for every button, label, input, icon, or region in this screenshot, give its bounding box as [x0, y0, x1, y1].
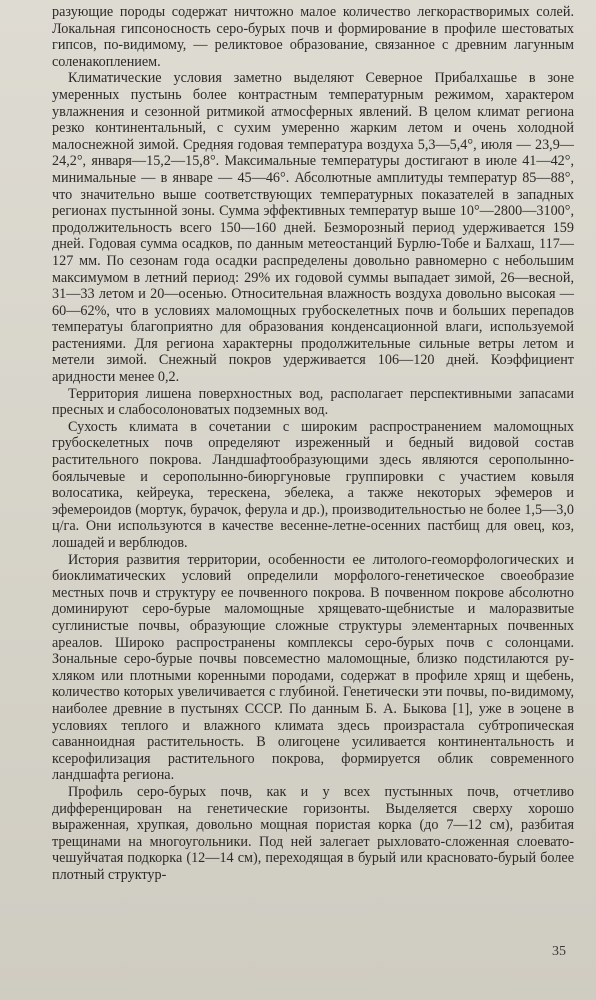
paragraph-soil-salts: разующие породы содержат ничтожно малое количество легкорастворимых солей. Локальная гипсоносность серо-бурых почв и формирование в профиле шестоватых гипсов, по-видимому, — реликтовое образование, связанное с древним лагунным соленакоплением.: [52, 4, 574, 70]
paragraph-water: Территория лишена поверхностных вод, располагает перспективными запасами пресных и слабосолоноватых подземных вод.: [52, 385, 574, 419]
paragraph-vegetation: Сухость климата в сочетании с широким распространением маломощных грубоскелетных почв определяют изреженный и бедный видовой состав растительного покрова. Ландшафтообразующими здесь являются серополынно-боялычевые и серополынно-биюргуновые группировки с участием ковыля волосатика, кейреука, терескена, эбелека, а также некоторых эфемеров и эфемероидов (мортук, бурачок, ферула и др.), производительностью не более 1,5—3,0 ц/га. Они используются в качестве весенне-летне-осенних пастбищ для овец, коз, лошадей и верблюдов.: [52, 418, 574, 551]
paragraph-climate: Климатические условия заметно выделяют Северное Прибалхашье в зоне умеренных пустынь более контрастным температурным режимом, характером увлажнения и сезонной ритмикой атмосферных явлений. В целом климат региона резко континентальный, с сухим умеренно жарким летом и очень холодной малоснежной зимой. Средняя годовая температура воздуха 5,3—5,4°, июля — 23,9—24,2°, января—15,2—15,8°. Максимальные температуры достигают в июле 41—42°, минимальные — в январе — 45—46°. Абсолютные амплитуды температур 85—88°, что значительно выше соответствующих температурных показателей в западных регионах пустынной зоны. Сумма эффективных температур выше 10°—2800—3100°, продолжительность всего 150—160 дней. Безморозный период удерживается 159 дней. Годовая сумма осадков, по данным метеостанций Бурлю-Тобе и Балхаш, 117—127 мм. По сезонам года осадки распределены довольно равномерно с небольшим максимумом в летний период: 29% их годовой суммы выпадает зимой, 26—весной, 31—33 летом и 20—осенью. Относительная влажность воздуха довольно высокая — 60—62%, что в условиях маломощных грубоскелетных почв и больших перепадов температуы благоприятно для образования конденсационной влаги, используемой растениями. Для региона характерны продолжительные сильные ветры летом и метели зимой. Снежный покров удерживается 106—120 дней. Коэффициент аридности менее 0,2.: [52, 70, 574, 386]
paragraph-soil-profile: Профиль серо-бурых почв, как и у всех пустынных почв, отчетливо дифференцирован на генетические горизонты. Выделяется сверху хорошо выраженная, хрупкая, довольно мощная пористая корка (до 7—12 см), разбитая трещинами на многоугольники. Под ней залегает рыхловато-сложенная слоевато-чешуйчатая подкорка (12—14 см), переходящая в бурый или красновато-бурый более плотный структур-: [52, 783, 574, 883]
paragraph-history: История развития территории, особенности ее литолого-геоморфологических и биоклиматических условий определили морфолого-генетическое своеобразие местных почв и структуру ее почвенного покрова. В почвенном покрове абсолютно доминируют серо-бурые маломощные хрящевато-щебнистые и малоразвитые суглинистые почвы, образующие сложные структуры элементарных почвенных ареалов. Широко распространены комплексы серо-бурых почв с солонцами. Зональные серо-бурые почвы повсеместно маломощные, близко подстилаются рухляком или плотными коренными породами, содержат в профиле хрящ и щебень, количество которых увеличивается с глубиной. Генетически эти почвы, по-видимому, наиболее древние в пустынях СССР. По данным Б. А. Быкова [1], уже в эоцене в условиях теплого и влажного климата здесь произрастала субтропическая саванноидная растительность. В олигоцене усиливается континентальность и ксерофилизация растительного покрова, формируется облик современного ландшафта региона.: [52, 551, 574, 784]
text-column: [52, 4, 574, 883]
page-number: 35: [552, 944, 566, 959]
